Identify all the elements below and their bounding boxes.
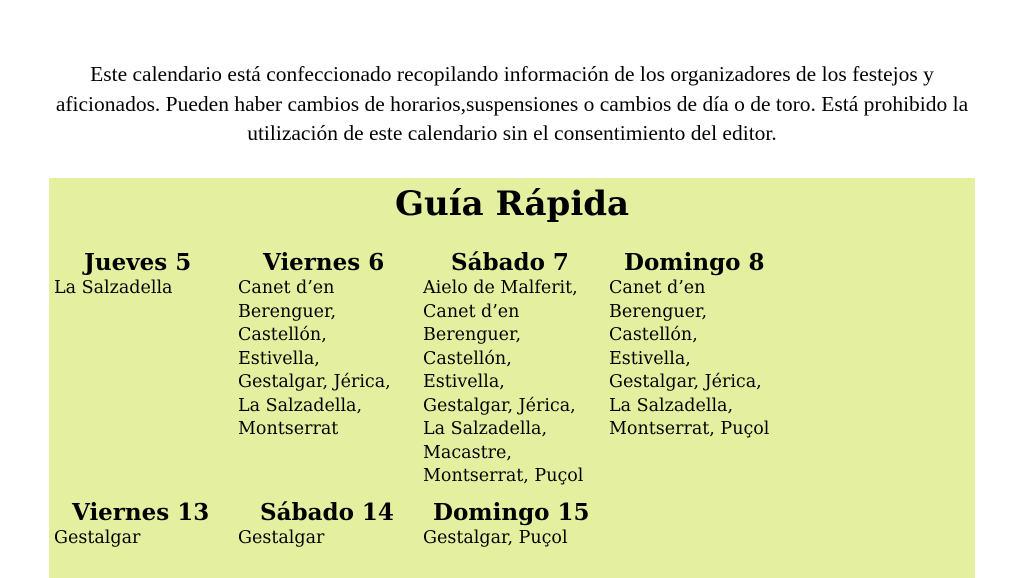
day-places: Gestalgar xyxy=(238,528,325,548)
day-places: Aielo de Malferit, Canet d’en Berenguer, Castellón, Estivella, Gestalgar, Jérica, La Salzadella, Macastre, Montserrat, Puçol xyxy=(423,278,584,486)
day-domingo-8 xyxy=(609,250,769,442)
quick-guide-panel xyxy=(49,178,975,578)
guide-title: Guía Rápida xyxy=(394,184,630,224)
day-viernes-6 xyxy=(238,250,391,442)
day-domingo-15 xyxy=(423,500,590,551)
day-viernes-13 xyxy=(54,500,209,551)
day-heading: Sábado 14 xyxy=(260,499,394,526)
disclaimer-text: Este calendario está confeccionado recopilando información de los organizadores de los festejos y aficionados. Pueden haber cambios de horarios,suspensiones o cambios de día o de toro. Está prohibido la utilización de este calendario sin el consentimiento del editor. xyxy=(55,62,969,145)
day-sabado-14 xyxy=(238,500,394,551)
day-heading: Domingo 15 xyxy=(433,499,590,526)
day-sabado-7 xyxy=(423,250,583,489)
day-jueves-5 xyxy=(54,250,191,301)
day-places: Gestalgar, Puçol xyxy=(423,528,568,548)
day-heading: Jueves 5 xyxy=(84,249,192,276)
day-heading: Sábado 7 xyxy=(451,249,569,276)
day-places: Gestalgar xyxy=(54,528,141,548)
day-heading: Viernes 6 xyxy=(263,249,385,276)
day-places: Canet d’en Berenguer, Castellón, Estivella, Gestalgar, Jérica, La Salzadella, Montserrat, Puçol xyxy=(609,278,770,439)
day-heading: Domingo 8 xyxy=(624,249,765,276)
day-places: La Salzadella xyxy=(54,278,173,298)
day-places: Canet d’en Berenguer, Castellón, Estivella, Gestalgar, Jérica, La Salzadella, Montserrat xyxy=(238,278,391,439)
day-heading: Viernes 13 xyxy=(72,499,210,526)
